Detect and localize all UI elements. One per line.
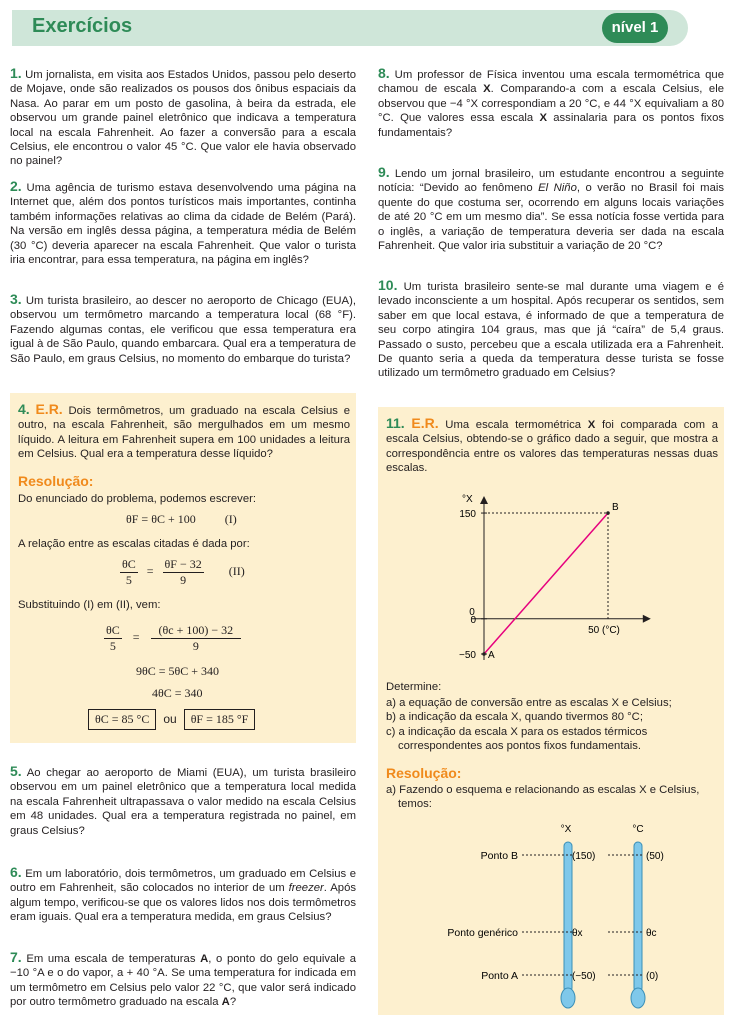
schema-row-label: Ponto genérico bbox=[447, 927, 518, 939]
x-value: θx bbox=[572, 928, 583, 939]
resolution-title: Resolução: bbox=[18, 473, 94, 489]
c-value: θc bbox=[646, 928, 657, 939]
y-tick-label: −50 bbox=[459, 650, 476, 661]
x-value: (150) bbox=[572, 851, 596, 862]
x-value: (−50) bbox=[572, 971, 596, 982]
unit-c-label: °C bbox=[632, 824, 644, 835]
resolution-line: Do enunciado do problema, podemos escrever: bbox=[18, 493, 257, 505]
schema-row-label: Ponto A bbox=[481, 970, 518, 982]
exercise-text: Um turista brasileiro, ao descer no aeroporto de Chicago (EUA), observou um termômetro marcando a temperatura local (68 °F). Fazendo algumas contas, ele verificou que essa temperatura era igual à de São Paulo, quando embarcara. Qual era a temperatura de São Paulo, em graus Celsius, no momento do embarque do turista? bbox=[10, 295, 356, 365]
exercise-number: 1. bbox=[10, 65, 22, 81]
answer-fahrenheit: θF = 185 °F bbox=[184, 709, 256, 730]
data-point bbox=[482, 652, 486, 656]
exercise-number: 11. bbox=[386, 415, 405, 431]
exercise-5 bbox=[10, 764, 356, 838]
y-tick-label: 0 bbox=[470, 614, 476, 626]
c-value: (0) bbox=[646, 971, 659, 982]
x-tick-label: 50 (°C) bbox=[588, 624, 620, 636]
exercise-text: Dois termômetros, um graduado na escala Celsius e outro, na escala Fahrenheit, são mergulhados em um mesmo líquido. A leitura em Fahrenheit supera em 100 unidades a leitura em Celsius. Qual era a temperatura desse líquido? bbox=[18, 405, 351, 461]
exercise-2 bbox=[10, 179, 356, 267]
resolution-item-a: a) Fazendo o esquema e relacionando as escalas X e Celsius, temos: bbox=[386, 784, 700, 811]
y-tick-label: 150 bbox=[459, 509, 476, 521]
thermometer-x bbox=[564, 842, 572, 992]
data-point bbox=[606, 511, 610, 515]
unit-x-label: °X bbox=[560, 824, 572, 835]
level-badge: nível 1 bbox=[602, 13, 668, 43]
equation-4: 9θC = 5θC + 340 bbox=[136, 664, 220, 678]
exercise-9: 9. Lendo um jornal brasileiro, um estudante encontrou a seguinte notícia: “Devido ao fenômeno El Niño, o verão no Brasil foi mais quente do que costuma ser, ocorrendo em alguns locais variações de até 20 °C em um mesmo dia”. Se essa notícia fosse vertida para o inglês, a variação de temperatura deveria ser dada na escala Fahrenheit. Que valor iria substituir a variação de 20 °C? bbox=[378, 164, 725, 253]
item-c: c) a indicação da escala X para os estados térmicos correspondentes aos pontos fixos fundamentais. bbox=[386, 725, 648, 753]
resolution-title: Resolução: bbox=[386, 765, 462, 781]
exercise-number: 7. bbox=[10, 949, 22, 965]
item-a: a) a equação de conversão entre as escalas X e Celsius; bbox=[386, 697, 672, 709]
answer-celsius: θC = 85 °C bbox=[88, 709, 156, 730]
thermometer-bulb bbox=[561, 988, 575, 1008]
exercise-10 bbox=[378, 278, 724, 381]
equation-5: 4θC = 340 bbox=[152, 686, 203, 700]
exercise-number: 2. bbox=[10, 178, 22, 194]
exercise-6: 6. Em um laboratório, dois termômetros, um graduado em Celsius e outro em Fahrenheit, são colocados no interior de um freezer. Após algum tempo, verificou-se que os valores lidos nos dois termômetros eram iguais. Qual era a temperatura medida, em graus Celsius? bbox=[10, 864, 356, 924]
x-tick-label: 0 bbox=[469, 606, 475, 618]
item-list bbox=[386, 696, 718, 754]
section-header bbox=[12, 10, 688, 46]
exercise-11-statement: 11. E.R. Uma escala termométrica X foi comparada com a escala Celsius, obtendo-se o gráfico dado a seguir, que mostra a correspondência entre os valores das temperaturas nessas duas escalas. bbox=[386, 415, 719, 475]
exercise-number: 8. bbox=[378, 65, 390, 81]
exercise-3 bbox=[10, 292, 356, 366]
exercise-1 bbox=[10, 66, 356, 169]
exercise-number: 9. bbox=[378, 164, 390, 180]
y-axis-label: °X bbox=[462, 494, 473, 505]
exercise-text: Uma agência de turismo estava desenvolvendo uma página na Internet que, além dos pontos turísticos mais importantes, continha também informações relativas ao clima da cidade de Belém (Pará). Na versão em inglês dessa página, a temperatura média de Belém (30 °C) deveria aparecer na escala Fahrenheit. Que valor o turista iria encontrar, para essa temperatura, na página em inglês? bbox=[10, 182, 356, 267]
y-axis-arrow bbox=[480, 496, 488, 504]
exercise-number: 10. bbox=[378, 277, 398, 293]
equation-2: $\frac{\theta C}{5}$ = $\frac{\theta F - 32}{9}$ (II) bbox=[122, 557, 245, 587]
resolution-line: Substituindo (I) em (II), vem: bbox=[18, 599, 161, 611]
exercise-number: 4. bbox=[18, 401, 30, 417]
er-tag: E.R. bbox=[411, 415, 439, 431]
item-b: b) a indicação da escala X, quando tivermos 80 °C; bbox=[386, 711, 643, 724]
exercise-7: 7. Em uma escala de temperaturas A, o ponto do gelo equivale a −10 °A e o do vapor, a + 40 °A. Se uma temperatura for indicada em um termômetro em Celsius pelo valor 22 °C, que valor será indicado por outro termômetro graduado na escala A? bbox=[10, 949, 356, 1009]
exercise-text: Um jornalista, em visita aos Estados Unidos, passou pelo deserto de Mojave, onde são realizados os pousos dos ônibus espaciais da Nasa. Ao parar em um posto de gasolina, à beira da estrada, ele observou um grande painel eletrônico que indicava a temperatura local na escala Fahrenheit. Ao fazer a conversão para a escala Celsius, ele encontrou o valor 45 °C. Que valor ele havia observado no painel? bbox=[10, 69, 356, 168]
thermometer-bulb bbox=[631, 988, 645, 1008]
schema-row-label: Ponto B bbox=[480, 850, 518, 862]
thermometer-c bbox=[634, 842, 642, 992]
thermometer-schema bbox=[420, 820, 720, 1010]
exercise-text: Um turista brasileiro sente-se mal durante uma viagem e é levado inconsciente a um hospital. Após recuperar os sentidos, sem saber em que local estava, é informado de que a temperatura de seu corpo atingira 104 graus, mas que já “caíra” de 5,4 graus. Passado o susto, percebeu que a escala utilizada era a Fahrenheit. De quanto seria a queda da temperatura desse turista se fosse utilizado um termômetro graduado em Celsius? bbox=[378, 281, 724, 380]
equation-3: $\frac{\theta C}{5}$ = $\frac{(\theta c + 100) - 32}{9}$ bbox=[104, 623, 241, 654]
exercise-text: Ao chegar ao aeroporto de Miami (EUA), um turista brasileiro observou em um painel eletrônico que a temperatura local medida na escala Fahrenheit ultrapassava o valor medido na escala Celsius em 48 unidades. Qual era a temperatura registrada no painel, em graus Celsius? bbox=[10, 767, 357, 837]
point-label: B bbox=[612, 502, 619, 514]
section-title: Exercícios bbox=[32, 15, 133, 37]
exercise-number: 5. bbox=[10, 763, 22, 779]
conversion-chart bbox=[440, 494, 660, 666]
equation-1: θF = θC + 100 (I) bbox=[126, 512, 237, 526]
exercise-number: 3. bbox=[10, 291, 22, 307]
exercise-number: 6. bbox=[10, 864, 22, 880]
point-label: A bbox=[488, 650, 495, 661]
determine-label: Determine: bbox=[386, 681, 442, 693]
er-tag: E.R. bbox=[35, 401, 63, 417]
exercise-8: 8. Um professor de Física inventou uma escala termométrica que chamou de escala X. Comparando-a com a escala Celsius, ele observou que −4 °X correspondiam a 20 °C, e 44 °X equivaliam a 80 °C. Que valores essa escala X assinalaria para os pontos fixos fundamentais? bbox=[378, 65, 724, 139]
c-value: (50) bbox=[646, 851, 664, 862]
x-axis-arrow bbox=[643, 615, 651, 623]
resolution-line: A relação entre as escalas citadas é dada por: bbox=[18, 538, 250, 550]
final-answer: θC = 85 °C ou θF = 185 °F bbox=[88, 709, 255, 730]
exercise-4-statement bbox=[18, 402, 350, 462]
